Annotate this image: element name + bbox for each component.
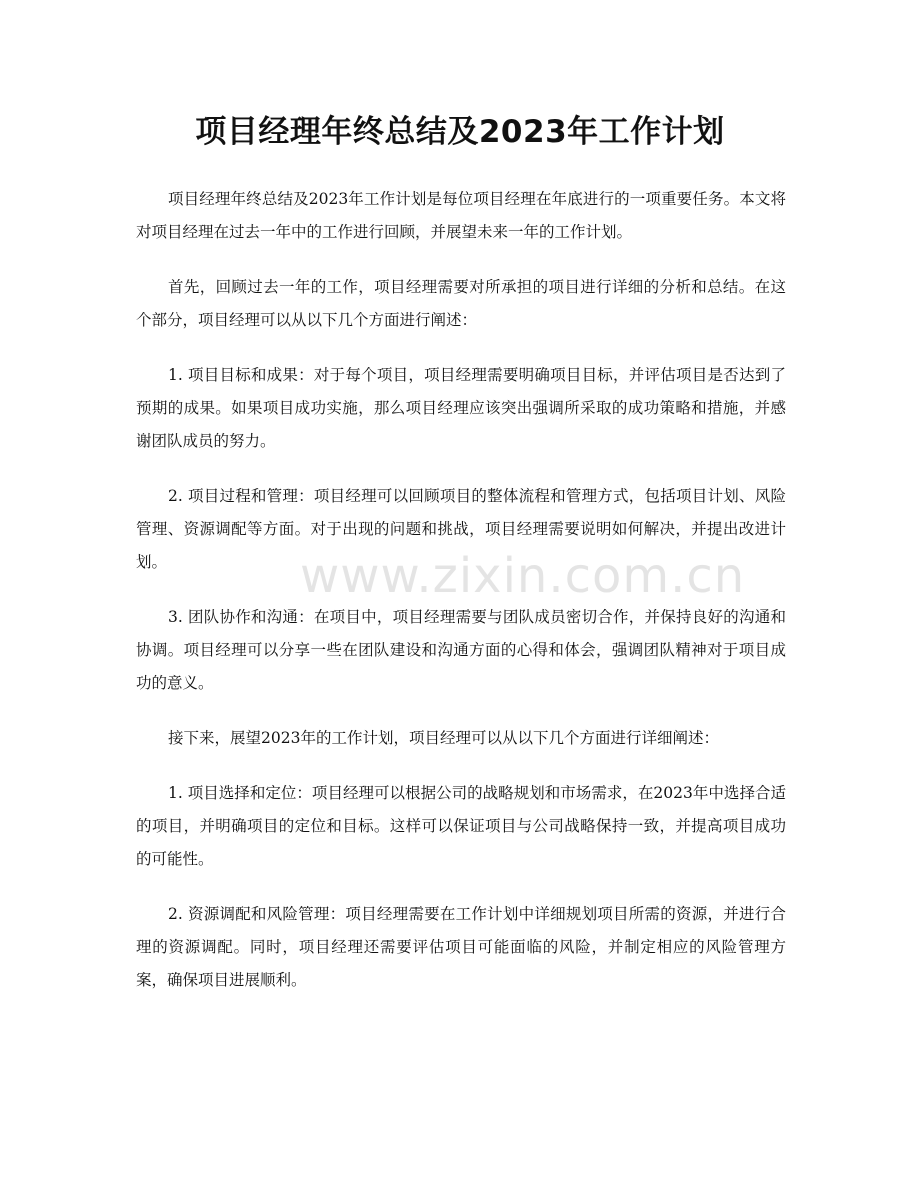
paragraph-review-item-2: 2. 项目过程和管理：项目经理可以回顾项目的整体流程和管理方式，包括项目计划、风险管理、资源调配等方面。对于出现的问题和挑战，项目经理需要说明如何解决，并提出改进计划。 — [136, 487, 786, 571]
paragraph-review-item-1: 1. 项目目标和成果：对于每个项目，项目经理需要明确项目目标，并评估项目是否达到了预期的成果。如果项目成功实施，那么项目经理应该突出强调所采取的成功策略和措施，并感谢团队成员的努力。 — [136, 366, 786, 450]
paragraph-plan-intro: 接下来，展望2023年的工作计划，项目经理可以从以下几个方面进行详细阐述： — [168, 729, 719, 747]
watermark: www.zixin.com.cn — [300, 548, 746, 604]
paragraph-review-item-3: 3. 团队协作和沟通：在项目中，项目经理需要与团队成员密切合作，并保持良好的沟通和协调。项目经理可以分享一些在团队建设和沟通方面的心得和体会，强调团队精神对于项目成功的意义。 — [136, 608, 786, 692]
paragraph-intro: 项目经理年终总结及2023年工作计划是每位项目经理在年底进行的一项重要任务。本文将对项目经理在过去一年中的工作进行回顾，并展望未来一年的工作计划。 — [136, 190, 786, 241]
document-title: 项目经理年终总结及2023年工作计划 — [195, 114, 725, 150]
paragraph-plan-item-2: 2. 资源调配和风险管理：项目经理需要在工作计划中详细规划项目所需的资源，并进行合理的资源调配。同时，项目经理还需要评估项目可能面临的风险，并制定相应的风险管理方案，确保项目进展顺利。 — [136, 905, 786, 989]
paragraph-review-intro: 首先，回顾过去一年的工作，项目经理需要对所承担的项目进行详细的分析和总结。在这个部分，项目经理可以从以下几个方面进行阐述： — [136, 278, 786, 329]
paragraph-plan-item-1: 1. 项目选择和定位：项目经理可以根据公司的战略规划和市场需求，在2023年中选择合适的项目，并明确项目的定位和目标。这样可以保证项目与公司战略保持一致，并提高项目成功的可能性。 — [136, 784, 786, 868]
document-body — [136, 183, 786, 1019]
